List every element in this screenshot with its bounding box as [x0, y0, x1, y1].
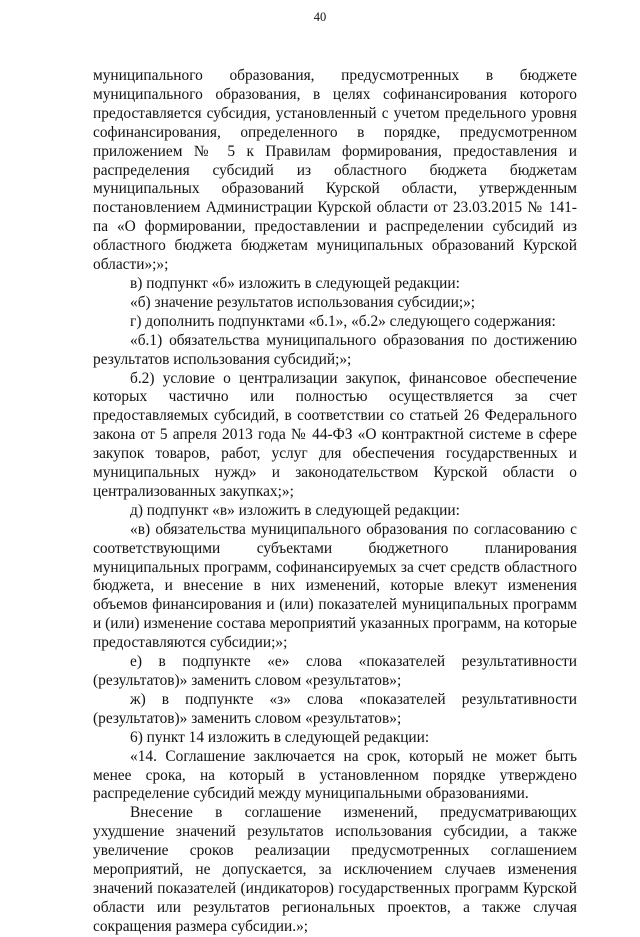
- paragraph-continuation: муниципального образования, предусмотренных в бюджете муниципального образования, в целях софинансирования которого предоставляется субсидия, установленный с учетом предельного уровня софинансирования, определенного в порядке, предусмотренном приложением № 5 к Правилам формирования, предоставления и распределения субсидий из областного бюджета бюджетам муниципальных образований Курской области, утвержденным постановлением Администрации Курской области от 23.03.2015 № 141-па «О формировании, предоставлении и распределении субсидий из областного бюджета бюджетам муниципальных образований Курской области»;»;: [93, 67, 577, 274]
- paragraph-subitem-v: в) подпункт «б» изложить в следующей редакции:: [130, 274, 460, 292]
- paragraph-subitem-d: д) подпункт «в» изложить в следующей редакции:: [130, 501, 460, 519]
- paragraph-subitem-zh: ж) в подпункте «з» слова «показателей результативности (результатов)» заменить словом «результатов»;: [93, 690, 577, 727]
- paragraph-quote-b1: «б.1) обязательства муниципального образования по достижению результатов использования субсидий;»;: [93, 331, 577, 368]
- paragraph-quote-b: «б) значение результатов использования субсидии;»;: [130, 293, 476, 311]
- paragraph-quote-14: «14. Соглашение заключается на срок, который не может быть менее срока, на который в установленном порядке утверждено распределение субсидий между муниципальными образованиями.: [93, 747, 577, 803]
- paragraph-quote-v: «в) обязательства муниципального образования по согласованию с соответствующими субъектами бюджетного планирования муниципальных программ, софинансируемых за счет средств областного бюджета, и внесение в них изменений, которые влекут изменения объемов финансирования и (или) показателей муниципальных программ и (или) изменение состава мероприятий указанных программ, на которые предоставляются субсидии;»;: [93, 520, 577, 652]
- paragraph-subitem-e: е) в подпункте «е» слова «показателей результативности (результатов)» заменить словом «результатов»;: [93, 653, 577, 689]
- paragraph-amendments: Внесение в соглашение изменений, предусматривающих ухудшение значений результатов использования субсидии, а также увеличение сроков реализации предусмотренных соглашением мероприятий, не допускается, за исключением случаев изменения значений показателей (индикаторов) государственных программ Курской области или результатов региональных проектов, а также случая сокращения размера субсидии.»;: [93, 804, 577, 935]
- paragraph-subitem-g: г) дополнить подпунктами «б.1», «б.2» следующего содержания:: [130, 312, 556, 330]
- paragraph-item-6: 6) пункт 14 изложить в следующей редакции:: [130, 728, 430, 746]
- document-body: [93, 67, 577, 937]
- paragraph-quote-b2: б.2) условие о централизации закупок, финансовое обеспечение которых частично или полностью осуществляется за счет предоставляемых субсидий, в соответствии со статьей 26 Федерального закона от 5 апреля 2013 года № 44-ФЗ «О контрактной системе в сфере закупок товаров, работ, услуг для обеспечения государственных и муниципальных нужд» и законодательством Курской области о централизованных закупках;»;: [93, 369, 577, 500]
- page-number: 40: [313, 10, 327, 24]
